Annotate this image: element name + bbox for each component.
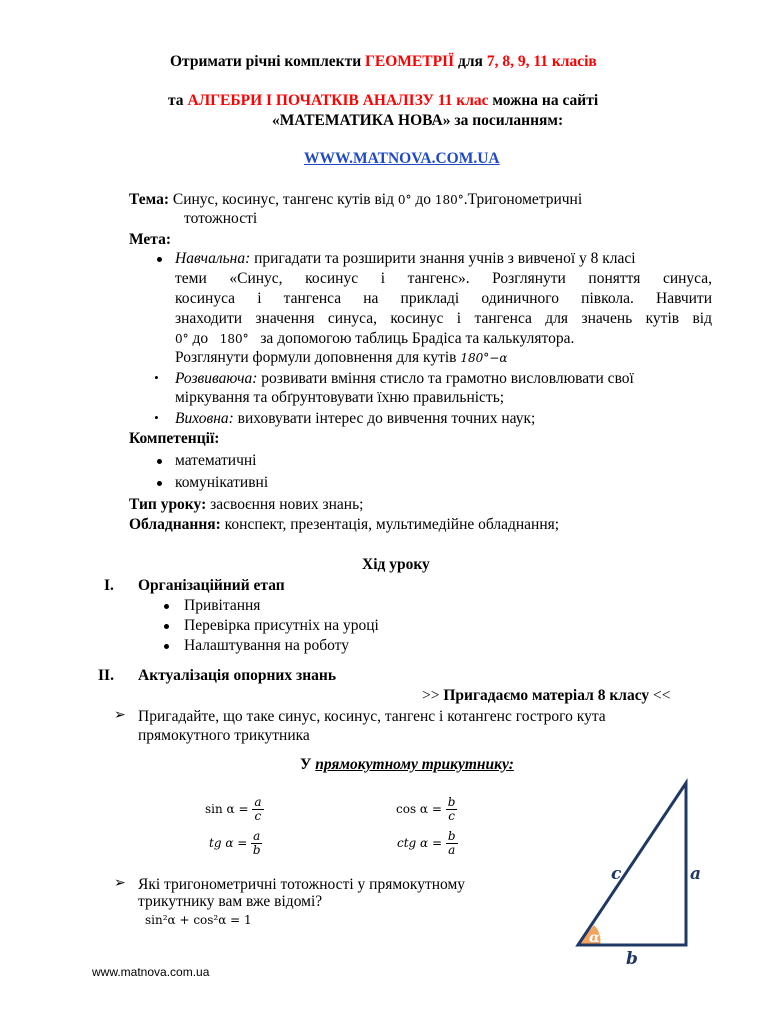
stage-1-number: I. <box>104 577 114 594</box>
fraction: $\frac{a}{c}$ <box>254 795 262 823</box>
educational-l2: теми «Синус, косинус і тангенс». Розглянути поняття синуса, <box>175 270 712 287</box>
header-line-1: Отримати річні комплекти ГЕОМЕТРІЇ для 7, 8, 9, 11 класів <box>170 53 597 70</box>
stage-1-item: Привітання <box>184 597 261 614</box>
fraction: $\frac{b}{a}$ <box>447 829 456 857</box>
fraction: $\frac{a}{b}$ <box>252 829 261 857</box>
formula-sin: sin α = $\frac{a}{c}$ <box>205 795 262 823</box>
triangle-shape <box>578 783 686 945</box>
stage-1-item: Налаштування на роботу <box>184 637 349 654</box>
upbringing: Виховна: виховувати інтерес до вивчення точних наук; <box>175 410 536 427</box>
stage-1-item: Перевірка присутніх на уроці <box>184 617 379 634</box>
formula-cos: cos α = $\frac{b}{c}$ <box>396 795 456 823</box>
goal-label: Мета: <box>129 231 172 248</box>
formula-ctg: ctg α = $\frac{b}{a}$ <box>397 829 456 857</box>
formula-identity: sin²α + cos²α = 1 <box>145 913 252 927</box>
bullet <box>157 257 162 262</box>
bullet <box>164 644 169 649</box>
educational-l5: 0° до 180° за допомогою таблиць Брадіса та калькулятора. <box>175 330 575 347</box>
arrow-bullet-icon: ➢ <box>114 876 126 891</box>
fraction: $\frac{b}{c}$ <box>447 795 456 823</box>
bullet <box>157 481 162 486</box>
site-link[interactable]: WWW.MATNOVA.COM.UA <box>304 150 500 167</box>
footer-url[interactable]: www.matnova.com.ua <box>92 965 210 979</box>
angle-alpha-label: α <box>589 930 600 946</box>
competency-item: комунікативні <box>175 474 269 491</box>
formula-tg: tg α = $\frac{a}{b}$ <box>209 829 261 857</box>
competency-item: математичні <box>175 452 257 469</box>
course-title: Хід уроку <box>362 556 430 573</box>
educational-l4: знаходити значення синуса, косинус і тангенса для значень кутів від <box>175 310 712 327</box>
arrow-bullet-icon: ➢ <box>114 708 126 723</box>
bullet <box>164 624 169 629</box>
educational-l6: Розглянути формули доповнення для кутів 180°−α <box>175 349 508 366</box>
bullet <box>157 459 162 464</box>
developing-l1: Розвиваюча: розвивати вміння стисло та грамотно висловлювати свої <box>175 370 634 387</box>
side-b-label: b <box>626 949 638 969</box>
side-a-label: a <box>690 864 702 884</box>
developing-l2: міркування та обґрунтовувати їхню правильність; <box>175 389 505 406</box>
lesson-type: Тип уроку: засвоєння нових знань; <box>129 496 364 513</box>
question-2-l1: Які тригонометричні тотожності у прямокутному <box>138 876 466 893</box>
question-1-l1: Пригадайте, що таке синус, косинус, тангенс і котангенс гострого кута <box>138 708 606 725</box>
topic-line-1: Тема: Синус, косинус, тангенс кутів від 0° до 180°.Тригонометричні <box>129 191 583 208</box>
question-2-l2: трикутнику вам вже відомі? <box>138 893 323 910</box>
topic-line-2: тотожності <box>184 210 258 227</box>
stage-2-number: II. <box>98 667 114 684</box>
stage-1-title: Організаційний етап <box>138 577 285 594</box>
equipment: Обладнання: конспект, презентація, мультимедійне обладнання; <box>129 516 560 533</box>
bullet: • <box>154 370 159 385</box>
question-1-l2: прямокутного трикутника <box>138 727 310 744</box>
competencies-label: Компетенції: <box>129 430 220 447</box>
educational-l3: косинуса і тангенса на прикладі одиничного півкола. Навчити <box>175 290 712 307</box>
side-c-label: c <box>611 864 622 884</box>
recall-line: >> Пригадаємо матеріал 8 класу << <box>422 687 671 704</box>
bullet: • <box>154 410 159 425</box>
bullet <box>164 604 169 609</box>
in-triangle-heading: У прямокутному трикутнику: <box>300 756 514 773</box>
stage-2-title: Актуалізація опорних знань <box>138 667 337 684</box>
educational-l1: Навчальна: пригадати та розширити знання учнів з вивченої у 8 класі <box>175 250 636 267</box>
header-line-2: та АЛГЕБРИ І ПОЧАТКІВ АНАЛІЗУ 11 клас можна на сайті <box>168 92 599 109</box>
right-triangle-figure <box>560 775 750 970</box>
header-line-3: «МАТЕМАТИКА НОВА» за посиланням: <box>272 112 564 129</box>
